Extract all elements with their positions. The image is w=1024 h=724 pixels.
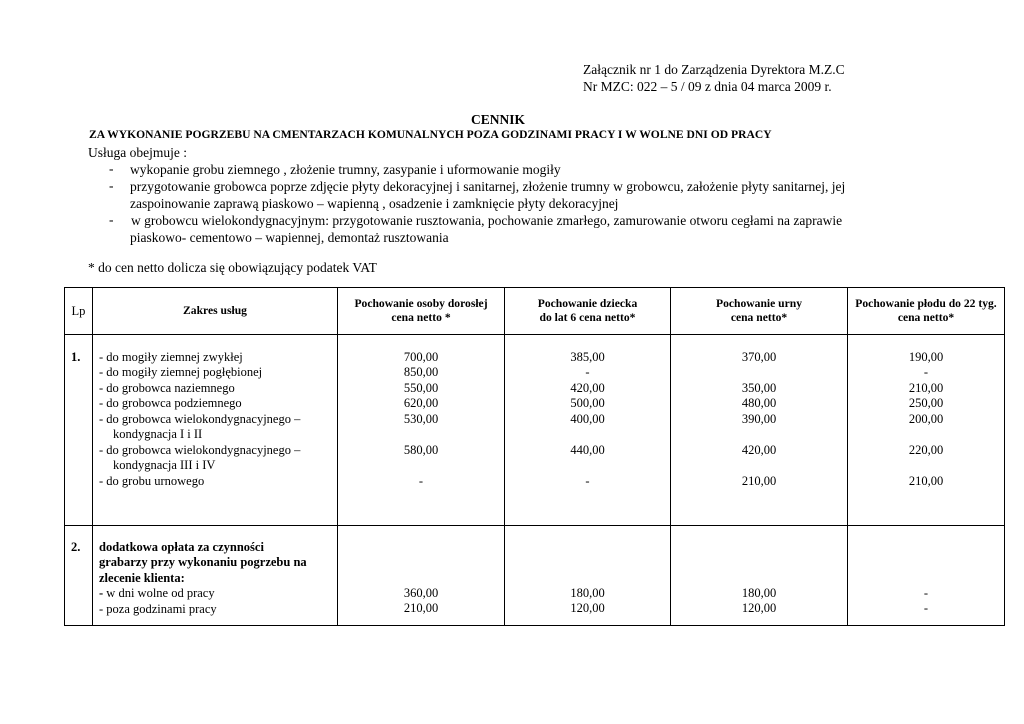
- price-value: 180,00: [570, 585, 605, 600]
- document-subtitle: ZA WYKONANIE POGRZEBU NA CMENTARZACH KOMUNALNYCH POZA GODZINAMI PRACY I W WOLNE DNI OD PRACY: [89, 128, 772, 141]
- price-value: 370,00: [741, 349, 777, 364]
- header-urn: Pochowanie urny cena netto*: [671, 288, 848, 335]
- price-table: [64, 287, 1005, 626]
- price-value: 420,00: [570, 380, 605, 395]
- price-value: 210,00: [403, 601, 439, 615]
- price-value: 420,00: [741, 442, 777, 457]
- document-title: CENNIK: [470, 112, 525, 127]
- price-value: 190,00: [908, 349, 944, 364]
- scope-line: - do grobu urnowego: [99, 473, 205, 488]
- bullet-dash: -: [109, 212, 114, 227]
- service-item-2-line1: przygotowanie grobowca poprze zdjęcie płyty dekoracyjnej i sanitarnej, złożenie trumny w grobowcu, założenie płyty sanitarnej, jej: [130, 179, 846, 194]
- adult-prices: [338, 334, 505, 525]
- price-value: 700,00: [403, 349, 439, 364]
- header-child: Pochowanie dziecka do lat 6 cena netto*: [505, 288, 671, 335]
- annex-reference: Załącznik nr 1 do Zarządzenia Dyrektora M.Z.C: [583, 62, 845, 77]
- service-item-2-line2: zaspoinowanie zaprawą piaskowo – wapienną , osadzenie i zamknięcie płyty dekoracyjnej: [130, 196, 619, 211]
- bullet-dash: -: [109, 161, 114, 176]
- scope-line: - do grobowca podziemnego: [99, 396, 242, 411]
- price-value: [848, 427, 1004, 443]
- header-adult: Pochowanie osoby dorosłej cena netto *: [338, 288, 505, 335]
- price-value: [848, 458, 1004, 474]
- bullet-dash: -: [109, 178, 114, 193]
- scope-line: - do grobowca wielokondygnacyjnego –: [99, 411, 301, 426]
- price-value: 620,00: [403, 396, 439, 411]
- price-value: [671, 427, 847, 443]
- price-value: 350,00: [741, 380, 777, 395]
- fetus-prices: [848, 525, 1005, 626]
- row-number: 1.: [65, 334, 93, 525]
- service-item-1: wykopanie grobu ziemnego , złożenie trumny, zasypanie i uformowanie mogiły: [130, 162, 561, 177]
- urn-prices: [671, 334, 848, 525]
- service-intro: Usługa obejmuje :: [88, 145, 187, 160]
- price-value: -: [585, 365, 590, 380]
- scope-line: grabarzy przy wykonaniu pogrzebu na: [99, 555, 307, 569]
- price-value: [505, 427, 670, 443]
- scope-line: - do grobowca naziemnego: [99, 380, 235, 395]
- scope-line: dodatkowa opłata za czynności: [99, 539, 264, 554]
- scope-line: - do grobowca wielokondygnacyjnego –: [99, 442, 301, 457]
- header-fetus: Pochowanie płodu do 22 tyg. cena netto*: [848, 288, 1005, 335]
- service-item-3-line2: piaskowo- cementowo – wapiennej, demontaż rusztowania: [130, 230, 449, 245]
- price-value: 360,00: [403, 585, 439, 600]
- price-value: 220,00: [908, 442, 944, 457]
- price-value: 120,00: [741, 601, 777, 615]
- price-value: -: [923, 365, 929, 380]
- scope-line: - do mogiły ziemnej pogłębionej: [99, 365, 263, 380]
- price-value: 210,00: [741, 473, 777, 488]
- order-reference: Nr MZC: 022 – 5 / 09 z dnia 04 marca 2009 r.: [583, 79, 832, 94]
- price-value: 210,00: [908, 380, 944, 395]
- price-value: -: [418, 473, 424, 488]
- table-header-row: [65, 288, 1005, 335]
- table-row: [65, 525, 1005, 626]
- price-value: 120,00: [570, 601, 605, 615]
- table-row: [65, 334, 1005, 525]
- header-lp: Lp: [65, 288, 93, 335]
- price-value: 580,00: [403, 442, 439, 457]
- price-value: [338, 458, 504, 474]
- header-zakres: Zakres usług: [93, 288, 338, 335]
- scope-line: kondygnacja I i II: [113, 427, 203, 442]
- fetus-prices: [848, 334, 1005, 525]
- scope-line: - poza godzinami pracy: [99, 601, 217, 616]
- price-value: [671, 458, 847, 474]
- price-value: -: [923, 585, 929, 600]
- child-prices: [505, 334, 671, 525]
- price-value: 400,00: [570, 411, 605, 426]
- price-value: -: [923, 601, 929, 615]
- price-value: 200,00: [908, 411, 944, 426]
- price-value: 440,00: [570, 442, 605, 457]
- service-scope: [93, 525, 338, 626]
- urn-prices: [671, 525, 848, 626]
- scope-line: - do mogiły ziemnej zwykłej: [99, 349, 243, 364]
- service-scope: [93, 334, 338, 525]
- price-value: 550,00: [403, 380, 439, 395]
- price-value: [338, 427, 504, 443]
- price-value: 480,00: [741, 396, 777, 411]
- price-value: 180,00: [741, 585, 777, 600]
- scope-line: kondygnacja III i IV: [113, 458, 216, 473]
- price-value: 500,00: [570, 396, 605, 411]
- price-value: 530,00: [403, 411, 439, 426]
- scope-line: zlecenie klienta:: [99, 570, 185, 585]
- vat-note: * do cen netto dolicza się obowiązujący podatek VAT: [88, 260, 377, 275]
- price-value: [671, 365, 847, 381]
- price-value: 385,00: [570, 349, 605, 364]
- service-item-3-line1: w grobowcu wielokondygnacyjnym: przygotowanie rusztowania, pochowanie zmarłego, zamurowanie otworu cegłami na zaprawie: [131, 213, 843, 228]
- price-value: 250,00: [908, 396, 944, 411]
- child-prices: [505, 525, 671, 626]
- price-value: 210,00: [908, 473, 944, 488]
- row-number: 2.: [65, 525, 93, 626]
- adult-prices: [338, 525, 505, 626]
- price-value: 390,00: [741, 411, 777, 426]
- price-value: -: [585, 473, 590, 488]
- scope-line: - w dni wolne od pracy: [99, 586, 215, 600]
- price-value: 850,00: [403, 365, 439, 380]
- price-value: [505, 458, 670, 474]
